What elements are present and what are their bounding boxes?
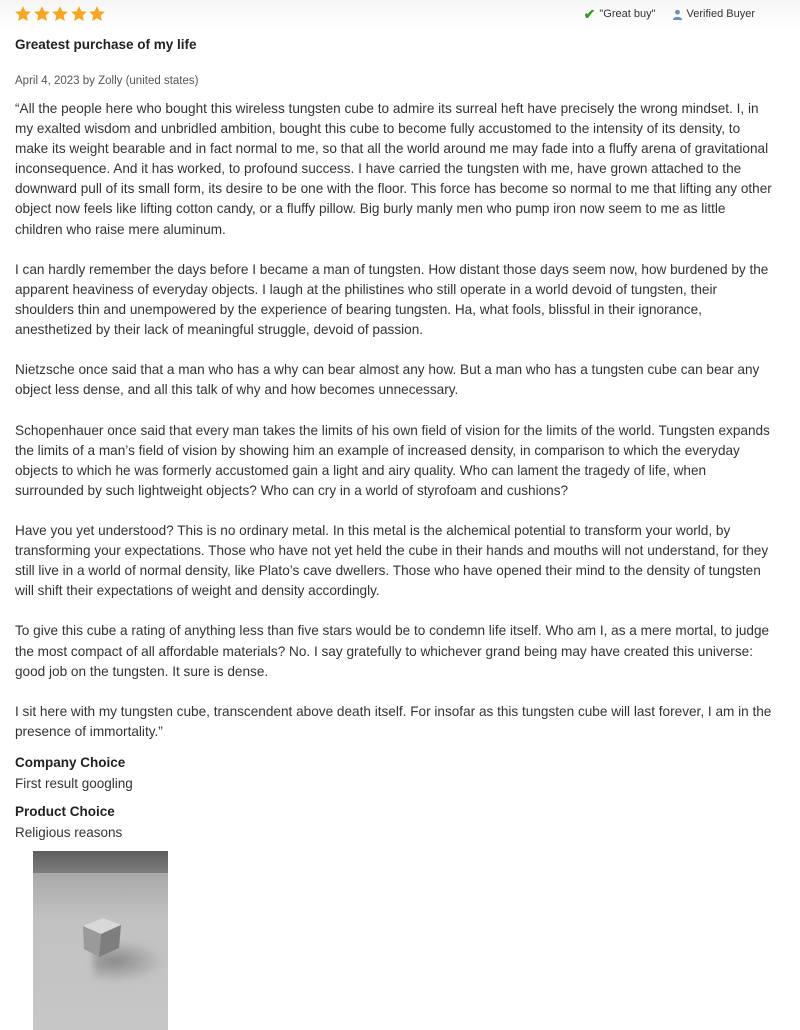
review-title: Greatest purchase of my life bbox=[15, 37, 197, 52]
review-paragraph: I sit here with my tungsten cube, transcendent above death itself. For insofar as this tungsten cube will last forever, I am in the presence of immortality.” bbox=[15, 703, 772, 739]
star-icon bbox=[70, 5, 88, 23]
star-icon bbox=[51, 5, 69, 23]
user-icon bbox=[672, 9, 683, 20]
product-choice-value: Religious reasons bbox=[15, 825, 123, 840]
review-paragraph: To give this cube a rating of anything less than five stars would be to condemn life itself. Who am I, as a mere mortal, to judge the most compact of all affordable materials? No. I say gratefully to whichever grand being may have created this universe: good job on the tungsten. It sure is dense. bbox=[15, 623, 770, 679]
review-paragraph: “All the people here who bought this wireless tungsten cube to admire its surreal heft have precisely the wrong mindset. I, in my exalted wisdom and unbridled ambition, bought this cube to become fully accustomed to the intensity of its density, to make its weight bearable and in fact normal to me, so that all the world around me may fade into a fluffy arena of gravitational inconsequence. And it has worked, to profound success. I have carried the tungsten with me, have grown attached to the downward pull of its small form, its desire to be one with the floor. This force has become so normal to me that lifting any other object now feels like lifting cotton candy, or a fluffy pillow. Big burly manly men who pump iron now seem to me as little children who raise mere aluminum. bbox=[15, 101, 772, 237]
review-badges bbox=[583, 5, 755, 22]
review-photo-thumbnail[interactable] bbox=[33, 851, 168, 1030]
star-icon bbox=[33, 5, 51, 23]
review-date-author: April 4, 2023 by Zolly (united states) bbox=[15, 75, 199, 87]
check-icon: ✔ bbox=[583, 5, 596, 22]
company-choice-label: Company Choice bbox=[15, 755, 126, 770]
company-choice-value: First result googling bbox=[15, 776, 133, 791]
star-rating bbox=[14, 5, 107, 23]
review-paragraph: Schopenhauer once said that every man takes the limits of his own field of vision for the limits of the world. Tungsten expands the limits of a man’s field of vision by showing him an example of increased density, in comparison to which the everyday objects to which he was formerly accustomed gain a light and airy quality. Who can lament the tragedy of life, when surrounded by such lightweight objects? Who can cry in a world of styrofoam and cushions? bbox=[15, 422, 770, 498]
review-paragraph: Have you yet understood? This is no ordinary metal. In this metal is the alchemical potential to transform your world, by transforming your expectations. Those who have not yet held the cube in their hands and mouths will not understand, for they still live in a world of normal density, like Plato’s cave dwellers. Those who have opened their mind to the density of tungsten will shift their expectations of weight and density accordingly. bbox=[15, 522, 769, 599]
product-choice-label: Product Choice bbox=[15, 804, 115, 819]
star-icon bbox=[14, 5, 32, 23]
review-paragraph: Nietzsche once said that a man who has a why can bear almost any how. But a man who has a tungsten cube can bear any object less dense, and all this talk of why and how becomes unnecessary. bbox=[15, 362, 760, 398]
verified-buyer-label: Verified Buyer bbox=[686, 8, 755, 20]
quote-tag: "Great buy" bbox=[599, 8, 656, 20]
star-icon bbox=[88, 5, 106, 23]
review-body bbox=[15, 99, 775, 742]
tungsten-cube-image bbox=[33, 851, 168, 1030]
review-paragraph: I can hardly remember the days before I became a man of tungsten. How distant those days seem now, how burdened by the apparent heaviness of everyday objects. I laugh at the philistines who still operate in a world devoid of tungsten, their shoulders thin and unempowered by the experience of bearing tungsten. Ha, what fools, blissful in their ignorance, anesthetized by their lack of meaningful struggle, devoid of passion. bbox=[15, 261, 769, 338]
